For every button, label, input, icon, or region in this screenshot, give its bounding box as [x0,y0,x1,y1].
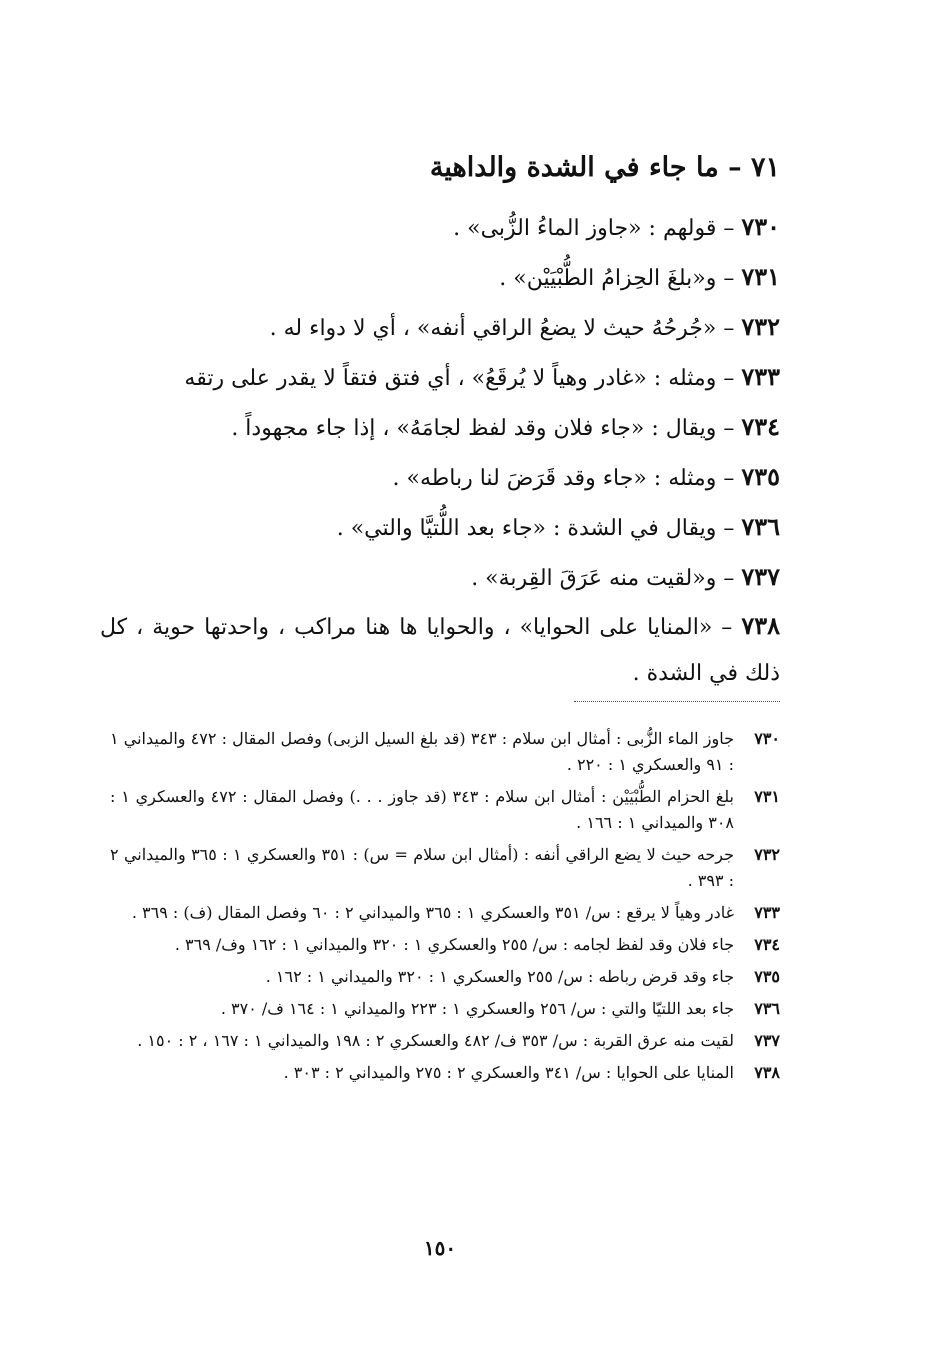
footnote-text: لقيت منه عرق القربة : س/ ٣٥٣ ف/ ٤٨٢ والعسكري ٢ : ١٩٨ والميداني ١ : ١٦٧ ، ٢ : ١٥٠ . [137,1031,734,1050]
entry-text: – «جُرحُهُ حيث لا يضعُ الراقي أنفه» ، أي لا دواء له . [269,316,735,341]
footnote-text: جرحه حيث لا يضع الراقي أنفه : (أمثال ابن سلام = س) : ٣٥١ والعسكري ١ : ٣٦٥ والميداني ٢ : ٣٩٣ . [110,845,735,890]
entry-number: ٧٣٦ [741,512,780,541]
proverb-entry [100,603,780,697]
proverb-entry [100,253,780,303]
footnote-text: غادر وهياً لا يرقع : س/ ٣٥١ والعسكري ١ : ٣٦٥ والميداني ٢ : ٦٠ وفصل المقال (ف) : ٣٦٩ . [131,903,734,922]
footnote-number: ٧٣٠ [754,729,780,748]
footnote [110,784,780,836]
footnote [110,900,780,926]
footnotes [110,726,780,1092]
page-number: ١٥٠ [423,1236,457,1260]
footnote-number: ٧٣٣ [754,903,780,922]
entry-number: ٧٣٥ [741,462,780,491]
proverb-entry [100,503,780,553]
chapter-number: ٧١ [750,152,780,183]
footnote-number: ٧٣٤ [754,935,780,954]
entry-number: ٧٣٠ [741,212,780,241]
entry-text: – ومثله : «جاء وقد قَرَضَ لنا رباطه» . [392,466,735,491]
footnote-text: جاء بعد اللتيّا والتي : س/ ٢٥٦ والعسكري ١ : ٢٢٣ والميداني ١ : ١٦٤ ف/ ٣٧٠ . [220,999,734,1018]
proverb-entry [100,453,780,503]
footnote [110,1060,780,1086]
footnote-text: جاء فلان وقد لفظ لجامه : س/ ٢٥٥ والعسكري ١ : ٣٢٠ والميداني ١ : ١٦٢ وف/ ٣٦٩ . [174,935,734,954]
entry-text: – و«بلغَ الحِزامُ الطُّبْيَيْن» . [499,266,735,291]
entry-number: ٧٣٣ [741,362,780,391]
footnote-text: المنايا على الحوايا : س/ ٣٤١ والعسكري ٢ : ٢٧٥ والميداني ٢ : ٣٠٣ . [283,1063,734,1082]
entry-number: ٧٣٨ [741,611,780,640]
footnote [110,726,780,778]
footnote-number: ٧٣٥ [754,967,780,986]
chapter-dash: – [728,152,742,183]
proverb-entry [100,403,780,453]
footnote-number: ٧٣١ [754,787,780,806]
proverb-entries [100,203,780,697]
entry-number: ٧٣٧ [741,562,780,591]
footnote-text: بلغ الحزام الطُّبْيَيْن : أمثال ابن سلام : ٣٤٣ (قد جاوز . . .) وفصل المقال : ٤٧٢ والعسكري ١ : ٣٠٨ والميداني ١ : ١٦٦ . [110,787,734,832]
footnote [110,964,780,990]
entry-text: – قولهم : «جاوز الماءُ الزُّبى» . [453,216,735,241]
footnote-number: ٧٣٧ [754,1031,780,1050]
footnote-divider [574,701,780,702]
entry-text: – ويقال : «جاء فلان وقد لفظ لجامَهُ» ، إذا جاء مجهوداً . [231,416,735,441]
proverb-entry [100,553,780,603]
footnote [110,1028,780,1054]
chapter-title [100,148,780,188]
proverb-entry [100,353,780,403]
footnote-text: جاوز الماء الزُّبى : أمثال ابن سلام : ٣٤٣ (قد بلغ السيل الزبى) وفصل المقال : ٤٧٢ والميداني ١ : ٩١ والعسكري ١ : ٢٢٠ . [110,729,734,774]
entry-number: ٧٣٢ [741,312,780,341]
footnote-number: ٧٣٢ [754,845,780,864]
footnote-number: ٧٣٨ [754,1063,780,1082]
footnote [110,842,780,894]
proverb-entry [100,303,780,353]
entry-number: ٧٣٤ [741,412,780,441]
footnote-text: جاء وقد قرض رباطه : س/ ٢٥٥ والعسكري ١ : ٣٢٠ والميداني ١ : ١٦٢ . [265,967,734,986]
entry-text: – ومثله : «غادر وهياً لا يُرقَعُ» ، أي فتق فتقاً لا يقدر على رتقه [184,366,735,391]
entry-text: – «المنايا على الحوايا» ، والحوايا ها هنا مراكب ، واحدتها حوية ، كل ذلك في الشدة . [100,615,780,686]
entry-text: – ويقال في الشدة : «جاء بعد اللُّتيَّا والتي» . [336,516,735,541]
chapter-title-text: ما جاء في الشدة والداهية [429,152,719,183]
entry-text: – و«لقيت منه عَرَقَ القِربة» . [471,566,735,591]
footnote [110,996,780,1022]
footnote [110,932,780,958]
entry-number: ٧٣١ [741,262,780,291]
proverb-entry [100,203,780,253]
footnote-number: ٧٣٦ [754,999,780,1018]
